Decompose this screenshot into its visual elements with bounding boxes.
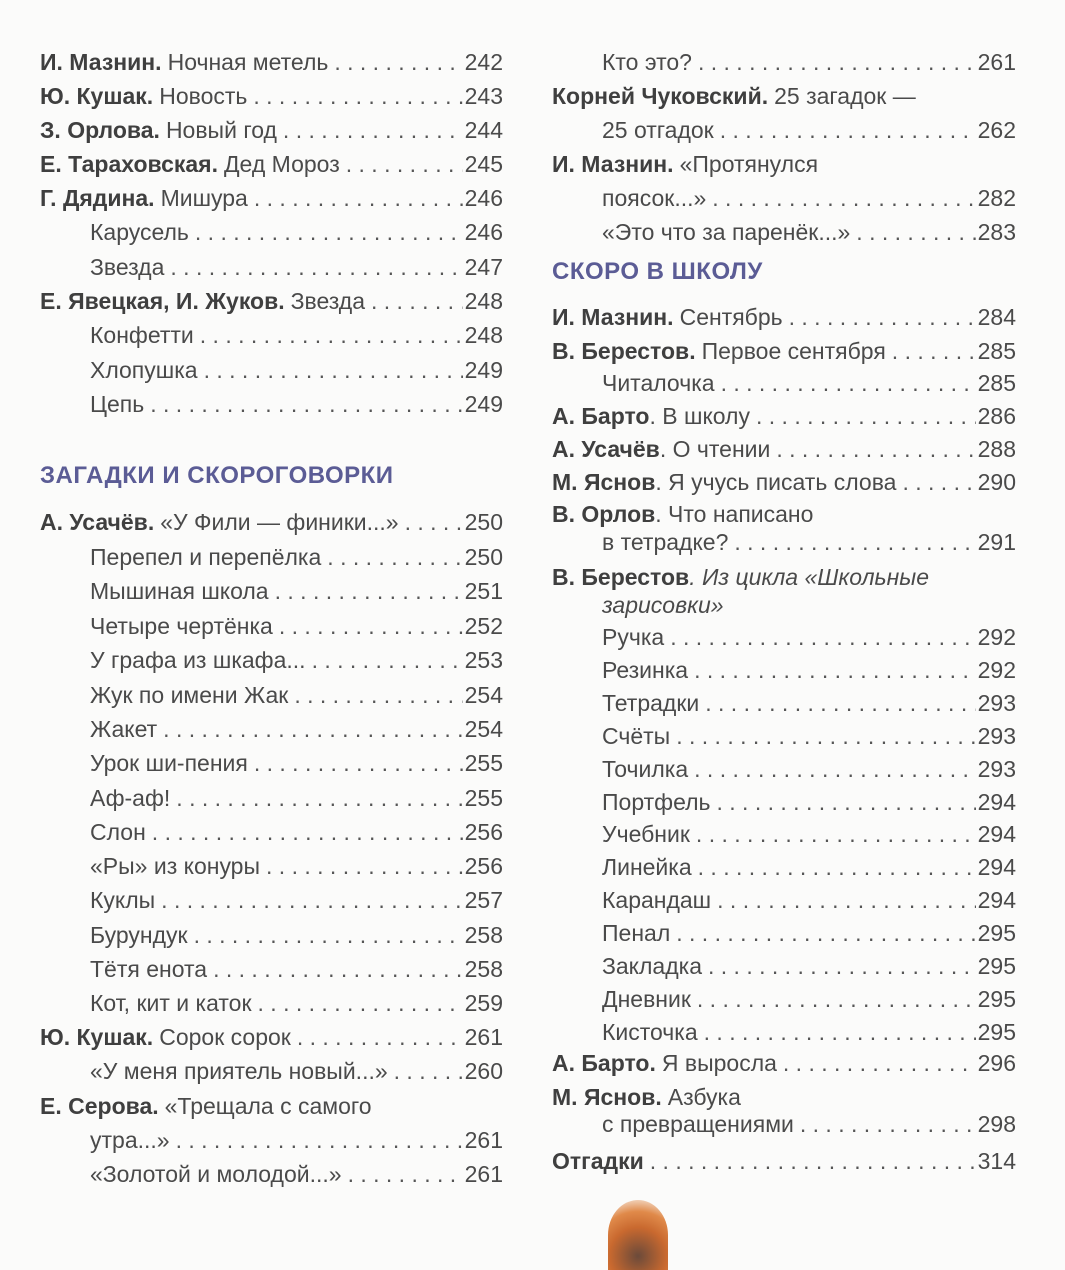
toc-entry-author: Е. Тараховская. — [40, 151, 218, 177]
toc-entry-title: Урок ши-пения — [90, 750, 248, 776]
dot-leader — [670, 623, 975, 651]
toc-entry-title: Резинка — [602, 657, 689, 683]
toc-entry-page-number: 284 — [977, 304, 1016, 330]
toc-entry-title: Сорок сорок — [159, 1024, 291, 1050]
toc-entry-page-number: 296 — [977, 1050, 1016, 1076]
toc-entry-title: Бурундук — [90, 922, 188, 948]
toc-entry — [552, 468, 1016, 496]
toc-entry-title: Тетрадки — [602, 690, 700, 716]
toc-entry-page-number: 298 — [977, 1111, 1016, 1137]
toc-entry-page-number: 261 — [464, 1127, 503, 1153]
dot-leader — [200, 321, 463, 349]
toc-entry-page-number: 249 — [464, 357, 503, 383]
toc-entry — [552, 886, 1016, 914]
toc-entry-title: Четыре чертёнка — [90, 613, 273, 639]
dot-leader — [312, 646, 463, 674]
toc-entry-author: Г. Дядина. — [40, 185, 155, 211]
toc-entry-title: с превращениями — [602, 1111, 794, 1137]
toc-entry-page-number: 260 — [464, 1058, 503, 1084]
toc-entry-author: В. Берестов. — [552, 338, 696, 364]
dot-leader — [734, 528, 975, 556]
toc-entry — [40, 543, 503, 571]
toc-entry-title: 25 загадок — — [774, 83, 916, 109]
dot-leader — [696, 820, 976, 848]
toc-entry-title: Перепел и перепёлка — [90, 544, 322, 570]
toc-entry — [552, 402, 1016, 430]
toc-entry-title: Линейка — [602, 854, 692, 880]
toc-entry-title: Конфетти — [90, 322, 194, 348]
toc-entry-page-number: 294 — [977, 821, 1016, 847]
toc-entry — [552, 303, 1016, 331]
toc-entry — [552, 1083, 1016, 1111]
toc-entry-title: «Протянулся — [679, 151, 819, 177]
toc-entry-title: Азбука — [667, 1084, 741, 1110]
toc-entry — [40, 508, 503, 536]
toc-entry — [40, 681, 503, 709]
dot-leader — [283, 116, 463, 144]
dot-leader — [405, 508, 463, 536]
toc-entry-author: А. Усачёв — [552, 436, 660, 462]
toc-entry-page-number: 248 — [464, 322, 503, 348]
toc-entry-title: Пенал — [602, 920, 671, 946]
toc-entry-title: Карусель — [90, 219, 189, 245]
toc-entry — [40, 1092, 503, 1120]
toc-entry — [40, 612, 503, 640]
toc-entry-title: Тётя енота — [90, 956, 208, 982]
toc-entry-title: Аф-аф! — [90, 785, 171, 811]
dot-leader — [348, 1160, 463, 1188]
toc-entry-page-number: 283 — [977, 219, 1016, 245]
toc-entry-page-number: 290 — [977, 469, 1016, 495]
toc-entry-title: Счёты — [602, 723, 671, 749]
toc-entry-page-number: 262 — [977, 117, 1016, 143]
toc-entry — [40, 577, 503, 605]
toc-entry-title: «Золотой и молодой...» — [90, 1161, 342, 1187]
dot-leader — [253, 82, 462, 110]
dot-leader — [327, 543, 462, 571]
toc-entry-page-number: 261 — [464, 1024, 503, 1050]
toc-entry-page-number: 253 — [464, 647, 503, 673]
toc-entry — [552, 563, 1016, 591]
toc-entry — [40, 886, 503, 914]
toc-entry-page-number: 242 — [464, 49, 503, 75]
toc-entry-author: Корней Чуковский. — [552, 83, 769, 109]
dot-leader — [902, 468, 975, 496]
toc-entry-title: Дневник — [602, 986, 691, 1012]
toc-entry-author: А. Усачёв. — [40, 509, 155, 535]
dot-leader — [258, 989, 463, 1017]
toc-entry-title: Слон — [90, 819, 146, 845]
toc-entry — [40, 818, 503, 846]
dot-leader — [254, 184, 463, 212]
toc-entry-title: Новый год — [165, 117, 277, 143]
toc-entry-page-number: 249 — [464, 391, 503, 417]
toc-entry-title: Звезда — [90, 254, 165, 280]
toc-entry-title: Ночная метель — [167, 49, 329, 75]
toc-entry — [40, 955, 503, 983]
toc-entry-title: «У меня приятель новый...» — [90, 1058, 388, 1084]
toc-entry-author: А. Барто — [552, 403, 650, 429]
toc-entry-title: Жук по имени Жак — [90, 682, 289, 708]
toc-entry — [40, 715, 503, 743]
toc-entry-page-number: 282 — [977, 185, 1016, 211]
dot-leader — [170, 253, 462, 281]
toc-entry-title: Хлопушка — [90, 357, 198, 383]
toc-entry-page-number: 247 — [464, 254, 503, 280]
dot-leader — [717, 886, 975, 914]
toc-entry-title: Кисточка — [602, 1019, 698, 1045]
toc-entry — [552, 1049, 1016, 1077]
dot-leader — [676, 722, 975, 750]
toc-entry-author: Е. Серова. — [40, 1093, 159, 1119]
toc-entry-page-number: 259 — [464, 990, 503, 1016]
toc-entry — [40, 321, 503, 349]
toc-entry-author: М. Яснов. — [552, 1084, 662, 1110]
toc-entry-title: . Из цикла «Школьные — [689, 564, 930, 590]
toc-entry — [552, 820, 1016, 848]
toc-entry-title: Жакет — [90, 716, 158, 742]
dot-leader — [176, 1126, 463, 1154]
toc-entry — [40, 1160, 503, 1188]
dot-leader — [694, 656, 976, 684]
toc-entry-author: И. Мазнин. — [40, 49, 162, 75]
dot-leader — [776, 435, 975, 463]
toc-entry-page-number: 293 — [977, 690, 1016, 716]
toc-entry-page-number: 285 — [977, 338, 1016, 364]
toc-entry-page-number: 292 — [977, 657, 1016, 683]
dot-leader — [371, 287, 463, 315]
toc-entry — [552, 919, 1016, 947]
toc-entry-page-number: 251 — [464, 578, 503, 604]
dot-leader — [708, 952, 976, 980]
toc-entry — [40, 253, 503, 281]
toc-entry — [552, 184, 1016, 212]
toc-entry-author: Отгадки — [552, 1148, 644, 1174]
toc-entry-title: Учебник — [602, 821, 690, 847]
toc-entry-title: Читалочка — [602, 370, 715, 396]
toc-entry — [40, 116, 503, 144]
toc-entry-title: утра...» — [90, 1127, 170, 1153]
dot-leader — [697, 985, 976, 1013]
dot-leader — [756, 402, 976, 430]
dot-leader — [254, 749, 463, 777]
dot-leader — [297, 1023, 463, 1051]
toc-entry-author: В. Берестов — [552, 564, 690, 590]
toc-entry-page-number: 246 — [464, 185, 503, 211]
dot-leader — [800, 1110, 976, 1138]
toc-entry-title: Я выросла — [661, 1050, 777, 1076]
toc-entry — [552, 435, 1016, 463]
dot-leader — [346, 150, 463, 178]
toc-entry-page-number: 295 — [977, 1019, 1016, 1045]
toc-entry-title: Сентябрь — [679, 304, 783, 330]
toc-entry-page-number: 258 — [464, 922, 503, 948]
toc-entry-page-number: 254 — [464, 682, 503, 708]
toc-entry-title: Мишура — [160, 185, 248, 211]
dot-leader — [783, 1049, 976, 1077]
toc-entry — [40, 989, 503, 1017]
dot-leader — [213, 955, 463, 983]
toc-entry — [40, 852, 503, 880]
toc-entry — [40, 749, 503, 777]
toc-entry — [40, 1126, 503, 1154]
toc-entry — [40, 48, 503, 76]
toc-entry-title: зарисовки» — [602, 592, 724, 618]
toc-entry-page-number: 258 — [464, 956, 503, 982]
dot-leader — [720, 116, 976, 144]
toc-entry — [40, 287, 503, 315]
toc-entry — [552, 788, 1016, 816]
dot-leader — [204, 356, 463, 384]
dot-leader — [705, 689, 975, 717]
toc-entry-page-number: 248 — [464, 288, 503, 314]
toc-entry — [40, 646, 503, 674]
toc-entry-author: В. Орлов — [552, 501, 656, 527]
toc-entry-title: Кот, кит и каток — [90, 990, 252, 1016]
dot-leader — [176, 784, 462, 812]
dot-leader — [694, 755, 975, 783]
toc-entry — [552, 623, 1016, 651]
dot-leader — [721, 369, 976, 397]
toc-entry — [552, 337, 1016, 365]
toc-entry-page-number: 255 — [464, 750, 503, 776]
toc-entry-title: . Я учусь писать слова — [655, 469, 897, 495]
toc-entry-title: Дед Мороз — [223, 151, 340, 177]
toc-entry — [40, 82, 503, 110]
dot-leader — [161, 886, 462, 914]
toc-entry-page-number: 252 — [464, 613, 503, 639]
toc-entry-title: Карандаш — [602, 887, 712, 913]
toc-entry-author: А. Барто. — [552, 1050, 656, 1076]
dot-leader — [195, 218, 463, 246]
toc-entry — [552, 48, 1016, 76]
toc-entry — [552, 755, 1016, 783]
toc-entry — [40, 218, 503, 246]
toc-entry-title: «Трещала с самого — [164, 1093, 372, 1119]
toc-entry-page-number: 246 — [464, 219, 503, 245]
toc-entry-page-number: 314 — [977, 1148, 1016, 1174]
toc-entry-title: Первое сентября — [701, 338, 886, 364]
toc-entry — [552, 591, 1016, 619]
dot-leader — [717, 788, 976, 816]
toc-entry-title: У графа из шкафа... — [90, 647, 306, 673]
toc-entry — [40, 356, 503, 384]
dot-leader — [150, 390, 462, 418]
toc-entry — [552, 369, 1016, 397]
toc-entry-page-number: 288 — [977, 436, 1016, 462]
toc-entry-title: 25 отгадок — [602, 117, 714, 143]
toc-entry-page-number: 257 — [464, 887, 503, 913]
toc-entry-title: Новость — [159, 83, 248, 109]
toc-entry-page-number: 250 — [464, 544, 503, 570]
toc-entry — [552, 150, 1016, 178]
toc-entry — [552, 722, 1016, 750]
toc-entry-page-number: 295 — [977, 920, 1016, 946]
dot-leader — [163, 715, 462, 743]
toc-entry — [552, 1147, 1016, 1175]
toc-entry — [552, 985, 1016, 1013]
toc-entry — [552, 656, 1016, 684]
toc-entry — [552, 1018, 1016, 1046]
toc-entry-title: Звезда — [290, 288, 365, 314]
dot-leader — [275, 577, 463, 605]
toc-entry-author: Ю. Кушак. — [40, 1024, 154, 1050]
toc-entry-author: З. Орлова. — [40, 117, 160, 143]
toc-entry-title: Кто это? — [602, 49, 692, 75]
section-title-riddles: ЗАГАДКИ И СКОРОГОВОРКИ — [40, 462, 394, 489]
toc-entry-title: . О чтении — [659, 436, 771, 462]
toc-entry — [552, 689, 1016, 717]
dot-leader — [704, 1018, 976, 1046]
toc-entry — [40, 150, 503, 178]
toc-entry-page-number: 294 — [977, 887, 1016, 913]
toc-entry — [552, 853, 1016, 881]
toc-entry-title: «У Фили — финики...» — [160, 509, 399, 535]
dot-leader — [194, 921, 463, 949]
toc-entry-title: поясок...» — [602, 185, 707, 211]
toc-entry-page-number: 294 — [977, 789, 1016, 815]
toc-entry-title: Закладка — [602, 953, 702, 979]
dot-leader — [334, 48, 462, 76]
toc-entry — [552, 1110, 1016, 1138]
toc-entry — [552, 116, 1016, 144]
toc-entry-author: М. Яснов — [552, 469, 656, 495]
toc-entry — [552, 218, 1016, 246]
toc-entry-page-number: 250 — [464, 509, 503, 535]
toc-entry-page-number: 292 — [977, 624, 1016, 650]
toc-entry-title: Мышиная школа — [90, 578, 269, 604]
dot-leader — [676, 919, 975, 947]
toc-entry-author: Ю. Кушак. — [40, 83, 154, 109]
toc-entry-page-number: 261 — [464, 1161, 503, 1187]
dot-leader — [789, 303, 976, 331]
toc-entry — [40, 390, 503, 418]
toc-entry-author: И. Мазнин. — [552, 151, 674, 177]
dot-leader — [394, 1057, 463, 1085]
toc-entry-title: в тетрадке? — [602, 529, 729, 555]
toc-entry-page-number: 295 — [977, 953, 1016, 979]
toc-entry-author: Е. Явецкая, И. Жуков. — [40, 288, 285, 314]
toc-entry-page-number: 295 — [977, 986, 1016, 1012]
furry-creature-illustration — [608, 1200, 668, 1270]
toc-entry-page-number: 294 — [977, 854, 1016, 880]
toc-entry — [40, 784, 503, 812]
dot-leader — [698, 48, 976, 76]
toc-entry — [40, 1057, 503, 1085]
toc-entry-page-number: 256 — [464, 853, 503, 879]
toc-entry-page-number: 293 — [977, 756, 1016, 782]
dot-leader — [294, 681, 462, 709]
toc-entry-title: «Ры» из конуры — [90, 853, 261, 879]
toc-entry-title: Цепь — [90, 391, 145, 417]
toc-entry-title: Куклы — [90, 887, 156, 913]
dot-leader — [152, 818, 463, 846]
toc-entry-title: . Что написано — [655, 501, 814, 527]
dot-leader — [892, 337, 976, 365]
toc-entry-page-number: 244 — [464, 117, 503, 143]
toc-entry-page-number: 254 — [464, 716, 503, 742]
toc-entry — [552, 952, 1016, 980]
dot-leader — [266, 852, 463, 880]
toc-entry-page-number: 261 — [977, 49, 1016, 75]
toc-entry — [552, 500, 1016, 528]
toc-entry-title: Точилка — [602, 756, 689, 782]
toc-entry-page-number: 286 — [977, 403, 1016, 429]
toc-entry-page-number: 245 — [464, 151, 503, 177]
dot-leader — [712, 184, 975, 212]
toc-entry-page-number: 255 — [464, 785, 503, 811]
toc-entry-title: Ручка — [602, 624, 665, 650]
toc-entry-title: . В школу — [649, 403, 750, 429]
dot-leader — [279, 612, 463, 640]
toc-entry — [552, 528, 1016, 556]
toc-entry-page-number: 293 — [977, 723, 1016, 749]
toc-entry-page-number: 256 — [464, 819, 503, 845]
toc-entry-page-number: 285 — [977, 370, 1016, 396]
toc-entry-author: И. Мазнин. — [552, 304, 674, 330]
dot-leader — [856, 218, 975, 246]
toc-entry — [552, 82, 1016, 110]
section-title-school: СКОРО В ШКОЛУ — [552, 258, 763, 285]
toc-entry — [40, 184, 503, 212]
toc-entry — [40, 921, 503, 949]
dot-leader — [650, 1147, 976, 1175]
toc-entry-title: Портфель — [602, 789, 711, 815]
dot-leader — [698, 853, 976, 881]
toc-entry — [40, 1023, 503, 1051]
toc-entry-title: «Это что за паренёк...» — [602, 219, 851, 245]
toc-entry-page-number: 243 — [464, 83, 503, 109]
toc-entry-page-number: 291 — [977, 529, 1016, 555]
